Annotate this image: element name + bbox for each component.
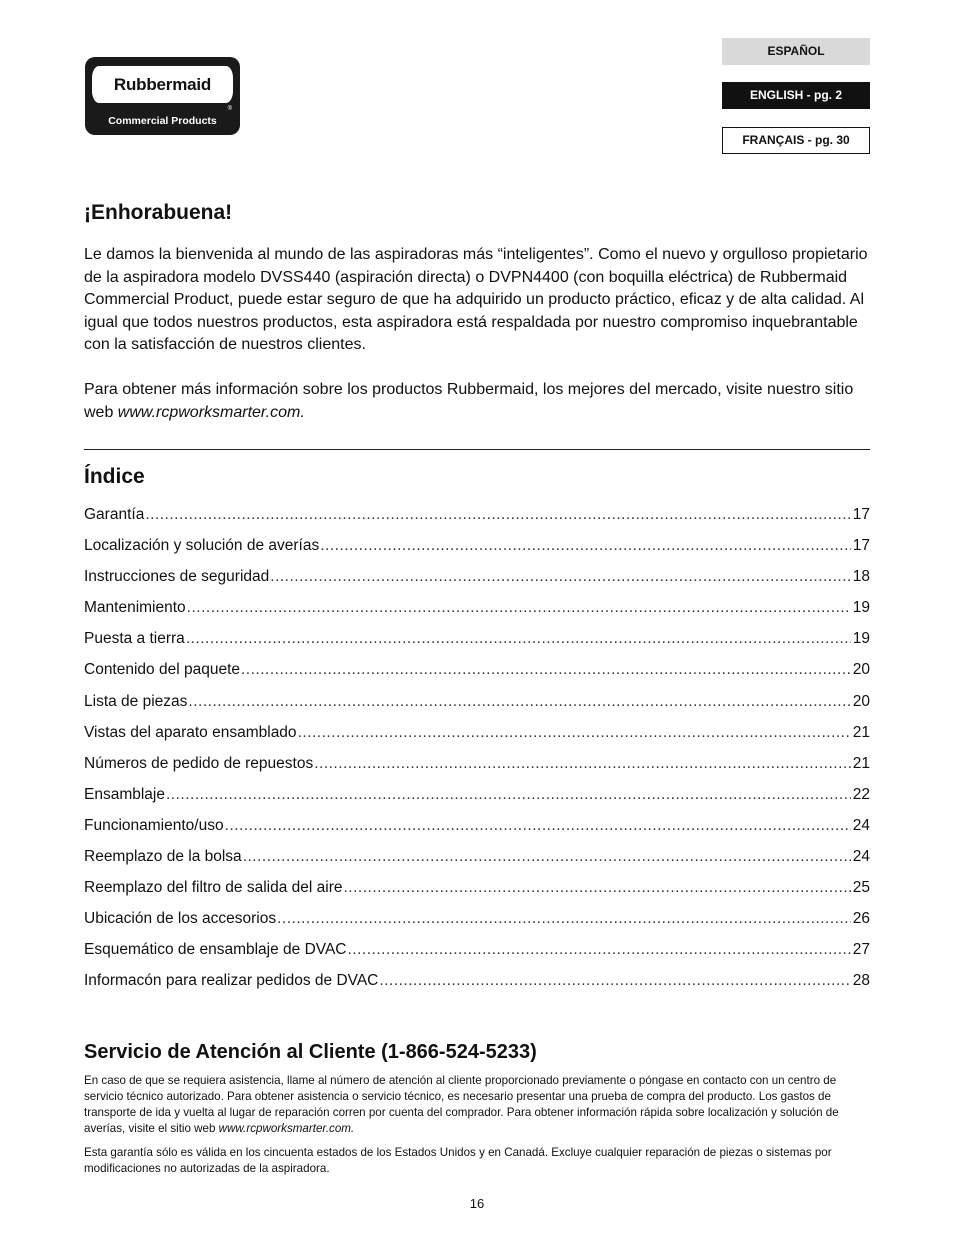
toc-entry[interactable]: [84, 755, 870, 786]
logo-wordmark-panel: [92, 66, 233, 103]
toc-entry[interactable]: [84, 972, 870, 1003]
service-website-link[interactable]: www.rcpworksmarter.com.: [218, 1122, 355, 1135]
toc-entry[interactable]: [84, 817, 870, 848]
logo-brand-name: Rubbermaid: [113, 74, 212, 94]
toc-entry-page: 19: [852, 630, 870, 648]
toc-entry-title: Garantía: [84, 506, 145, 523]
rubbermaid-logo: [85, 57, 240, 135]
toc-entry-title: Reemplazo del filtro de salida del aire: [84, 879, 343, 897]
toc-entry-title: Informacón para realizar pedidos de DVAC: [84, 972, 379, 990]
registered-mark: ®: [227, 106, 232, 112]
toc-entry-page: 19: [852, 599, 870, 617]
toc-entry-page: 17: [852, 537, 870, 555]
customer-service-heading: Servicio de Atención al Cliente (1-866-524-5233): [84, 1041, 537, 1063]
toc-entry-page: 18: [852, 568, 870, 586]
toc-dot-leader: [343, 879, 850, 897]
toc-entry[interactable]: [84, 537, 870, 568]
toc-entry-page: 20: [852, 661, 870, 679]
toc-dot-leader: [277, 910, 851, 928]
toc-dot-leader: [188, 693, 850, 711]
toc-dot-leader: [348, 941, 851, 959]
toc-entry-page: 25: [852, 879, 870, 897]
toc-entry-title: Vistas del aparato ensamblado: [84, 723, 297, 741]
welcome-paragraph: Le damos la bienvenida al mundo de las aspiradoras más “inteligentes”. Como el nuevo y orgulloso propietario de la aspiradora modelo DVSS440 (aspiración directa) o DVPN4400 (con boquilla eléctrica) de Rubbermaid Commercial Product, puede estar seguro de que ha adquirido un producto práctico, eficaz y de alta calidad. Al igual que todos nuestros productos, esta aspiradora está respaldada por nuestro compromiso inquebrantable con la satisfacción de nuestros clientes.: [84, 246, 868, 354]
toc-dot-leader: [241, 661, 851, 679]
toc-entry-title: Números de pedido de repuestos: [84, 754, 314, 772]
toc-entry[interactable]: [84, 693, 870, 724]
toc-entry-page: 27: [852, 941, 870, 959]
toc-entry[interactable]: [84, 910, 870, 941]
toc-entry-page: 28: [852, 972, 870, 990]
toc-entry-title: Esquemático de ensamblaje de DVAC: [84, 941, 347, 959]
toc-entry-title: Lista de piezas: [84, 692, 188, 710]
toc-entry-title: Ensamblaje: [84, 785, 165, 803]
toc-entry-title: Ubicación de los accesorios: [84, 910, 277, 928]
toc-dot-leader: [166, 786, 851, 804]
toc-entry-title: Contenido del paquete: [84, 661, 240, 679]
table-of-contents: [84, 506, 870, 1004]
toc-entry[interactable]: [84, 724, 870, 755]
toc-entry-page: 24: [852, 848, 870, 866]
customer-service-paragraph: [84, 1073, 874, 1137]
website-link[interactable]: www.rcpworksmarter.com.: [117, 403, 305, 421]
toc-entry[interactable]: [84, 568, 870, 599]
toc-dot-leader: [379, 972, 850, 990]
toc-entry-page: 21: [852, 723, 870, 741]
more-info-text: Para obtener más información sobre los productos Rubbermaid, los mejores del mercado, visite nuestro sitio web: [84, 381, 854, 421]
toc-entry[interactable]: [84, 879, 870, 910]
toc-entry-title: Mantenimiento: [84, 599, 186, 617]
index-heading: Índice: [84, 465, 145, 488]
section-divider: [84, 449, 870, 450]
toc-entry-title: Funcionamiento/uso: [84, 816, 224, 834]
toc-entry[interactable]: [84, 941, 870, 972]
page-number: 16: [469, 1196, 485, 1211]
language-tab-spanish: ESPAÑOL: [722, 38, 870, 65]
toc-entry[interactable]: [84, 630, 870, 661]
toc-entry-page: 20: [852, 692, 870, 710]
toc-entry-page: 22: [852, 785, 870, 803]
toc-entry-page: 24: [852, 816, 870, 834]
toc-dot-leader: [225, 817, 851, 835]
toc-dot-leader: [187, 599, 851, 617]
toc-entry[interactable]: [84, 848, 870, 879]
toc-entry[interactable]: [84, 599, 870, 630]
toc-entry-title: Puesta a tierra: [84, 630, 185, 648]
more-info-paragraph: [84, 379, 870, 424]
toc-entry-page: 21: [852, 754, 870, 772]
toc-entry-title: Reemplazo de la bolsa: [84, 848, 242, 866]
welcome-heading: ¡Enhorabuena!: [84, 201, 233, 224]
toc-entry-title: Instrucciones de seguridad: [84, 568, 270, 586]
toc-dot-leader: [320, 537, 851, 555]
toc-dot-leader: [186, 630, 851, 648]
customer-service-text: En caso de que se requiera asistencia, llame al número de atención al cliente proporcionado previamente o póngase en contacto con un centro de servicio técnico autorizado. Para obtener asistencia o servicio técnico, es necesario presentar una prueba de compra del producto. Los gastos de transporte de ida y vuelta al lugar de reparación corren por cuenta del comprador. Para obtener información rápida sobre localización y solución de averías, visite el sitio web: [84, 1074, 839, 1135]
logo-subtitle: Commercial Products: [108, 115, 217, 127]
language-tab-english[interactable]: ENGLISH - pg. 2: [722, 82, 870, 109]
toc-entry-page: 26: [852, 910, 870, 928]
toc-entry[interactable]: [84, 786, 870, 817]
toc-entry[interactable]: [84, 661, 870, 692]
toc-entry[interactable]: [84, 506, 870, 537]
warranty-scope-paragraph: Esta garantía sólo es válida en los cincuenta estados de los Estados Unidos y en Canadá. Excluye cualquier reparación de piezas o sistemas por modificaciones no autorizadas de la aspiradora.: [84, 1146, 832, 1175]
toc-dot-leader: [298, 724, 851, 742]
toc-dot-leader: [314, 755, 851, 773]
language-tab-french[interactable]: FRANÇAIS - pg. 30: [722, 127, 870, 154]
toc-entry-page: 17: [852, 506, 870, 523]
toc-dot-leader: [270, 568, 850, 586]
toc-dot-leader: [145, 506, 850, 524]
toc-dot-leader: [243, 848, 851, 866]
toc-entry-title: Localización y solución de averías: [84, 537, 320, 555]
